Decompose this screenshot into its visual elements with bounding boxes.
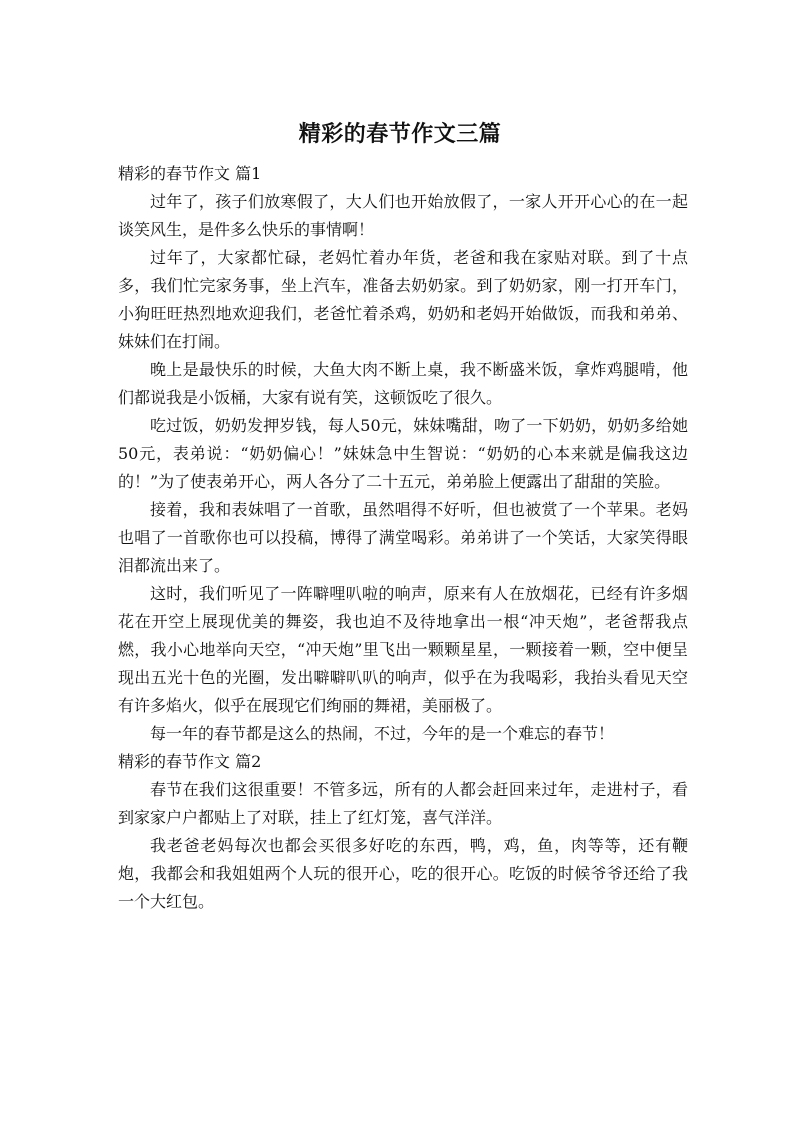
paragraph: 晚上是最快乐的时候，大鱼大肉不断上桌，我不断盛米饭，拿炸鸡腿啃，他们都说我是小饭桶，大家有说有笑，这顿饭吃了很久。 [118,360,688,407]
paragraph: 我老爸老妈每次也都会买很多好吃的东西，鸭，鸡，鱼，肉等等，还有鞭炮，我都会和我姐姐两个人玩的很开心，吃的很开心。吃饭的时候爷爷还给了我一个大红包。 [118,836,688,911]
document-title: 精彩的春节作文三篇 [298,122,502,147]
paragraph: 春节在我们这很重要！不管多远，所有的人都会赶回来过年，走进村子，看到家家户户都贴上了对联，挂上了红灯笼，喜气洋洋。 [118,780,688,827]
paragraph: 吃过饭，奶奶发押岁钱，每人50元，妹妹嘴甜，吻了一下奶奶，奶奶多给她50元，表弟说：“奶奶偏心！”妹妹急中生智说：“奶奶的心本来就是偏我这边的！”为了使表弟开心，两人各分了二十五元，弟弟脸上便露出了甜甜的笑脸。 [118,416,688,491]
section-heading-1: 精彩的春节作文 篇1 [118,164,262,183]
paragraph: 过年了，大家都忙碌，老妈忙着办年货，老爸和我在家贴对联。到了十点多，我们忙完家务事，坐上汽车，准备去奶奶家。到了奶奶家，刚一打开车门，小狗旺旺热烈地欢迎我们，老爸忙着杀鸡，奶奶和老妈开始做饭，而我和弟弟、妹妹们在打闹。 [118,248,688,351]
paragraph: 过年了，孩子们放寒假了，大人们也开始放假了，一家人开开心心的在一起谈笑风生，是件多么快乐的事情啊！ [118,192,688,239]
paragraph: 这时，我们听见了一阵噼哩叭啦的响声，原来有人在放烟花，已经有许多烟花在开空上展现优美的舞姿，我也迫不及待地拿出一根“冲天炮”，老爸帮我点燃，我小心地举向天空，“冲天炮”里飞出一颗颗星星，一颗接着一颗，空中便呈现出五光十色的光圈，发出噼噼叭叭的响声，似乎在为我喝彩，我抬头看见天空有许多焰火，似乎在展现它们绚丽的舞裙，美丽极了。 [118,584,688,715]
section-heading-2: 精彩的春节作文 篇2 [118,752,262,771]
document-body [118,160,688,916]
paragraph: 接着，我和表妹唱了一首歌，虽然唱得不好听，但也被赏了一个苹果。老妈也唱了一首歌你也可以投稿，博得了满堂喝彩。弟弟讲了一个笑话，大家笑得眼泪都流出来了。 [118,500,688,575]
paragraph: 每一年的春节都是这么的热闹，不过，今年的是一个难忘的春节！ [150,724,615,743]
